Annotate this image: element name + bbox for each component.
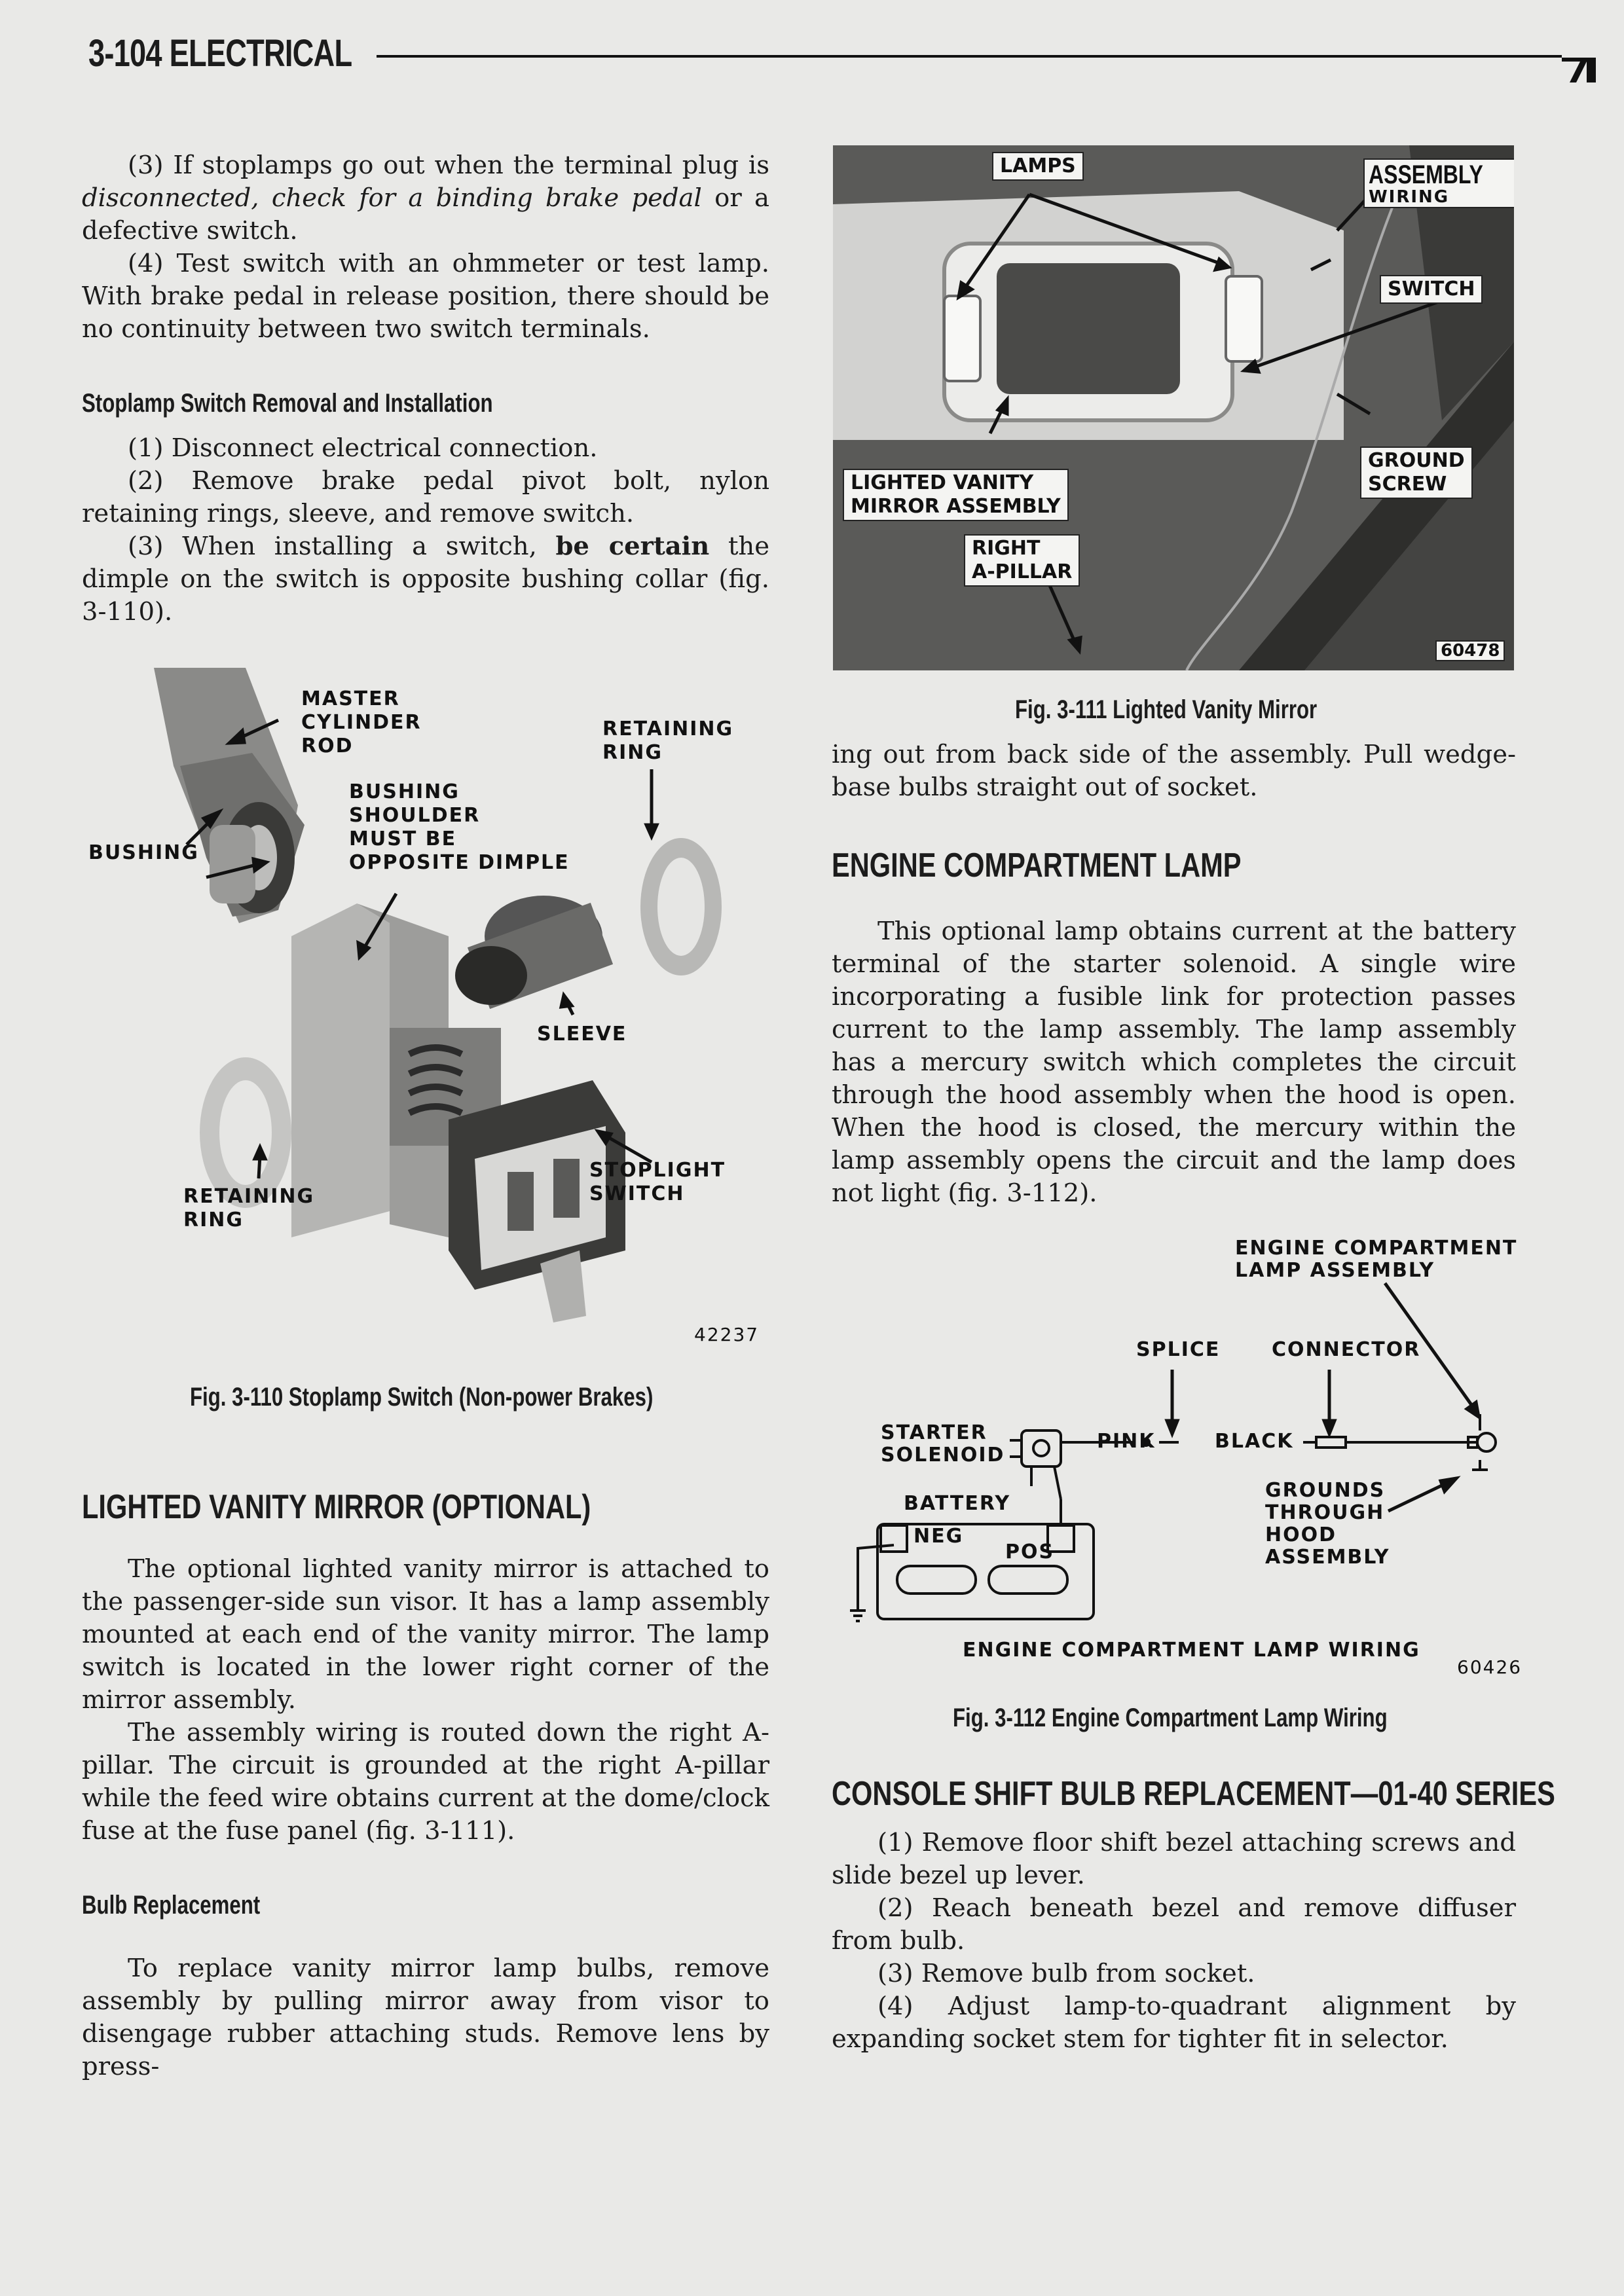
bulb-subhead: Bulb Replacement	[82, 1891, 261, 1920]
label-wiring-title: ENGINE COMPARTMENT LAMP WIRING	[963, 1639, 1420, 1662]
engine-paragraph: This optional lamp obtains current at the battery terminal of the starter solenoid. A single wire incorporating a fusible link for protection passes current to the lamp assembly. The lamp assembly has a mercury switch which completes the circuit through the hood assembly when the hood is open. When the hood is closed, the mercury within the lamp assembly opens the circuit and the lamp does not light (fig. 3-112).	[832, 917, 1516, 1208]
label-bushing: BUSHING	[88, 841, 199, 864]
label-sleeve: SLEEVE	[537, 1023, 627, 1046]
figure-3-110	[82, 661, 769, 1355]
tag-right-a-pillar: RIGHT A-PILLAR	[964, 534, 1080, 587]
label-engine-compartment-lamp-assembly: ENGINE COMPARTMENT LAMP ASSEMBLY	[1235, 1237, 1518, 1282]
bulb-paragraph: To replace vanity mirror lamp bulbs, remove assembly by pulling mirror away from visor to disengage rubber attaching studs. Remove lens by press-	[82, 1954, 769, 2081]
tag-lighted-vanity-mirror: LIGHTED VANITY MIRROR ASSEMBLY	[843, 469, 1069, 521]
page-header	[82, 26, 1516, 85]
console-step-1: (1) Remove floor shift bezel attaching screws and slide bezel up lever.	[832, 1828, 1516, 1890]
engine-section-head: ENGINE COMPARTMENT LAMP	[832, 847, 1242, 884]
console-section-head: CONSOLE SHIFT BULB REPLACEMENT—01-40 SERIES	[832, 1775, 1555, 1813]
label-retaining-ring-top: RETAINING RING	[602, 718, 734, 764]
header-rule	[377, 55, 1562, 58]
stoplamp-subhead: Stoplamp Switch Removal and Installation	[82, 389, 493, 418]
console-step-3: (3) Remove bulb from socket.	[877, 1959, 1255, 1988]
caption-fig-3-111: Fig. 3-111 Lighted Vanity Mirror	[1015, 695, 1318, 724]
caption-fig-3-110: Fig. 3-110 Stoplamp Switch (Non-power Brakes)	[190, 1383, 654, 1412]
paragraph-stoplamp-4: (4) Test switch with an ohmmeter or test lamp. With brake pedal in release position, there should be no continuity between two switch terminals.	[82, 249, 769, 344]
page-title: 3-104 ELECTRICAL	[88, 32, 352, 75]
tag-ground-screw: GROUND SCREW	[1360, 446, 1473, 499]
step-2: (2) Remove brake pedal pivot bolt, nylon retaining rings, sleeve, and remove switch.	[82, 466, 769, 528]
label-black-wire: BLACK	[1215, 1430, 1294, 1453]
console-steps	[832, 1827, 1516, 2056]
paragraph-stoplamp-3: (3) If stoplamps go out when the terminal plug is disconnected, check for a binding brake pedal or a defective switch.	[82, 151, 769, 246]
vanity-paragraph-1: The optional lighted vanity mirror is attached to the passenger-side sun visor. It has a lamp assembly mounted at each end of the vanity mirror. The lamp switch is located in the lower right corner of the mirror assembly.	[82, 1554, 769, 1715]
console-step-2: (2) Reach beneath bezel and remove diffuser from bulb.	[832, 1893, 1516, 1956]
tag-switch: SWITCH	[1380, 275, 1483, 304]
left-column-steps	[82, 432, 769, 629]
label-starter-solenoid: STARTER SOLENOID	[881, 1421, 1005, 1467]
right-paragraph-continued: ing out from back side of the assembly. Pull wedge-base bulbs straight out of socket.	[832, 740, 1516, 802]
vanity-section-head: LIGHTED VANITY MIRROR (OPTIONAL)	[82, 1488, 591, 1526]
figure-number-60426: 60426	[1457, 1656, 1522, 1678]
vanity-paragraph-2: The assembly wiring is routed down the right A-pillar. The circuit is grounded at the right A-pillar while the feed wire obtains current at the dome/clock fuse at the fuse panel (fig. 3-111).	[82, 1718, 769, 1846]
label-pink-wire: PINK	[1097, 1430, 1156, 1453]
left-column-top	[82, 149, 769, 346]
label-splice: SPLICE	[1136, 1338, 1221, 1361]
stoplamp-switch-illustration	[82, 661, 769, 1355]
figure-number-42237: 42237	[694, 1324, 760, 1345]
label-pos-terminal: POS	[1005, 1540, 1055, 1563]
tag-lamps: LAMPS	[992, 152, 1084, 181]
label-grounds-through-hood: GROUNDS THROUGH HOOD ASSEMBLY	[1265, 1479, 1390, 1569]
label-battery: BATTERY	[904, 1492, 1011, 1515]
label-connector: CONNECTOR	[1272, 1338, 1421, 1361]
caption-fig-3-112: Fig. 3-112 Engine Compartment Lamp Wiring	[953, 1704, 1388, 1732]
label-stoplight-switch: STOPLIGHT SWITCH	[589, 1159, 726, 1205]
figure-number-60478: 60478	[1435, 640, 1505, 661]
step-1: (1) Disconnect electrical connection.	[128, 433, 598, 463]
tag-assembly-wiring: ASSEMBLY WIRING	[1363, 158, 1514, 208]
step-3: (3) When installing a switch, be certain the dimple on the switch is opposite bushing collar (fig. 3-110).	[82, 532, 770, 627]
figure-3-112	[832, 1218, 1522, 1689]
label-master-cylinder-rod: MASTER CYLINDER ROD	[301, 687, 422, 757]
section-mark-icon	[1560, 52, 1597, 84]
vanity-paragraphs	[82, 1553, 769, 1848]
label-bushing-shoulder: BUSHING SHOULDER MUST BE OPPOSITE DIMPLE	[349, 780, 570, 874]
console-step-4: (4) Adjust lamp-to-quadrant alignment by expanding socket stem for tighter fit in selector.	[832, 1992, 1516, 2054]
label-retaining-ring-bottom: RETAINING RING	[183, 1185, 315, 1231]
label-neg-terminal: NEG	[913, 1525, 964, 1548]
figure-3-111-photo	[833, 145, 1514, 670]
